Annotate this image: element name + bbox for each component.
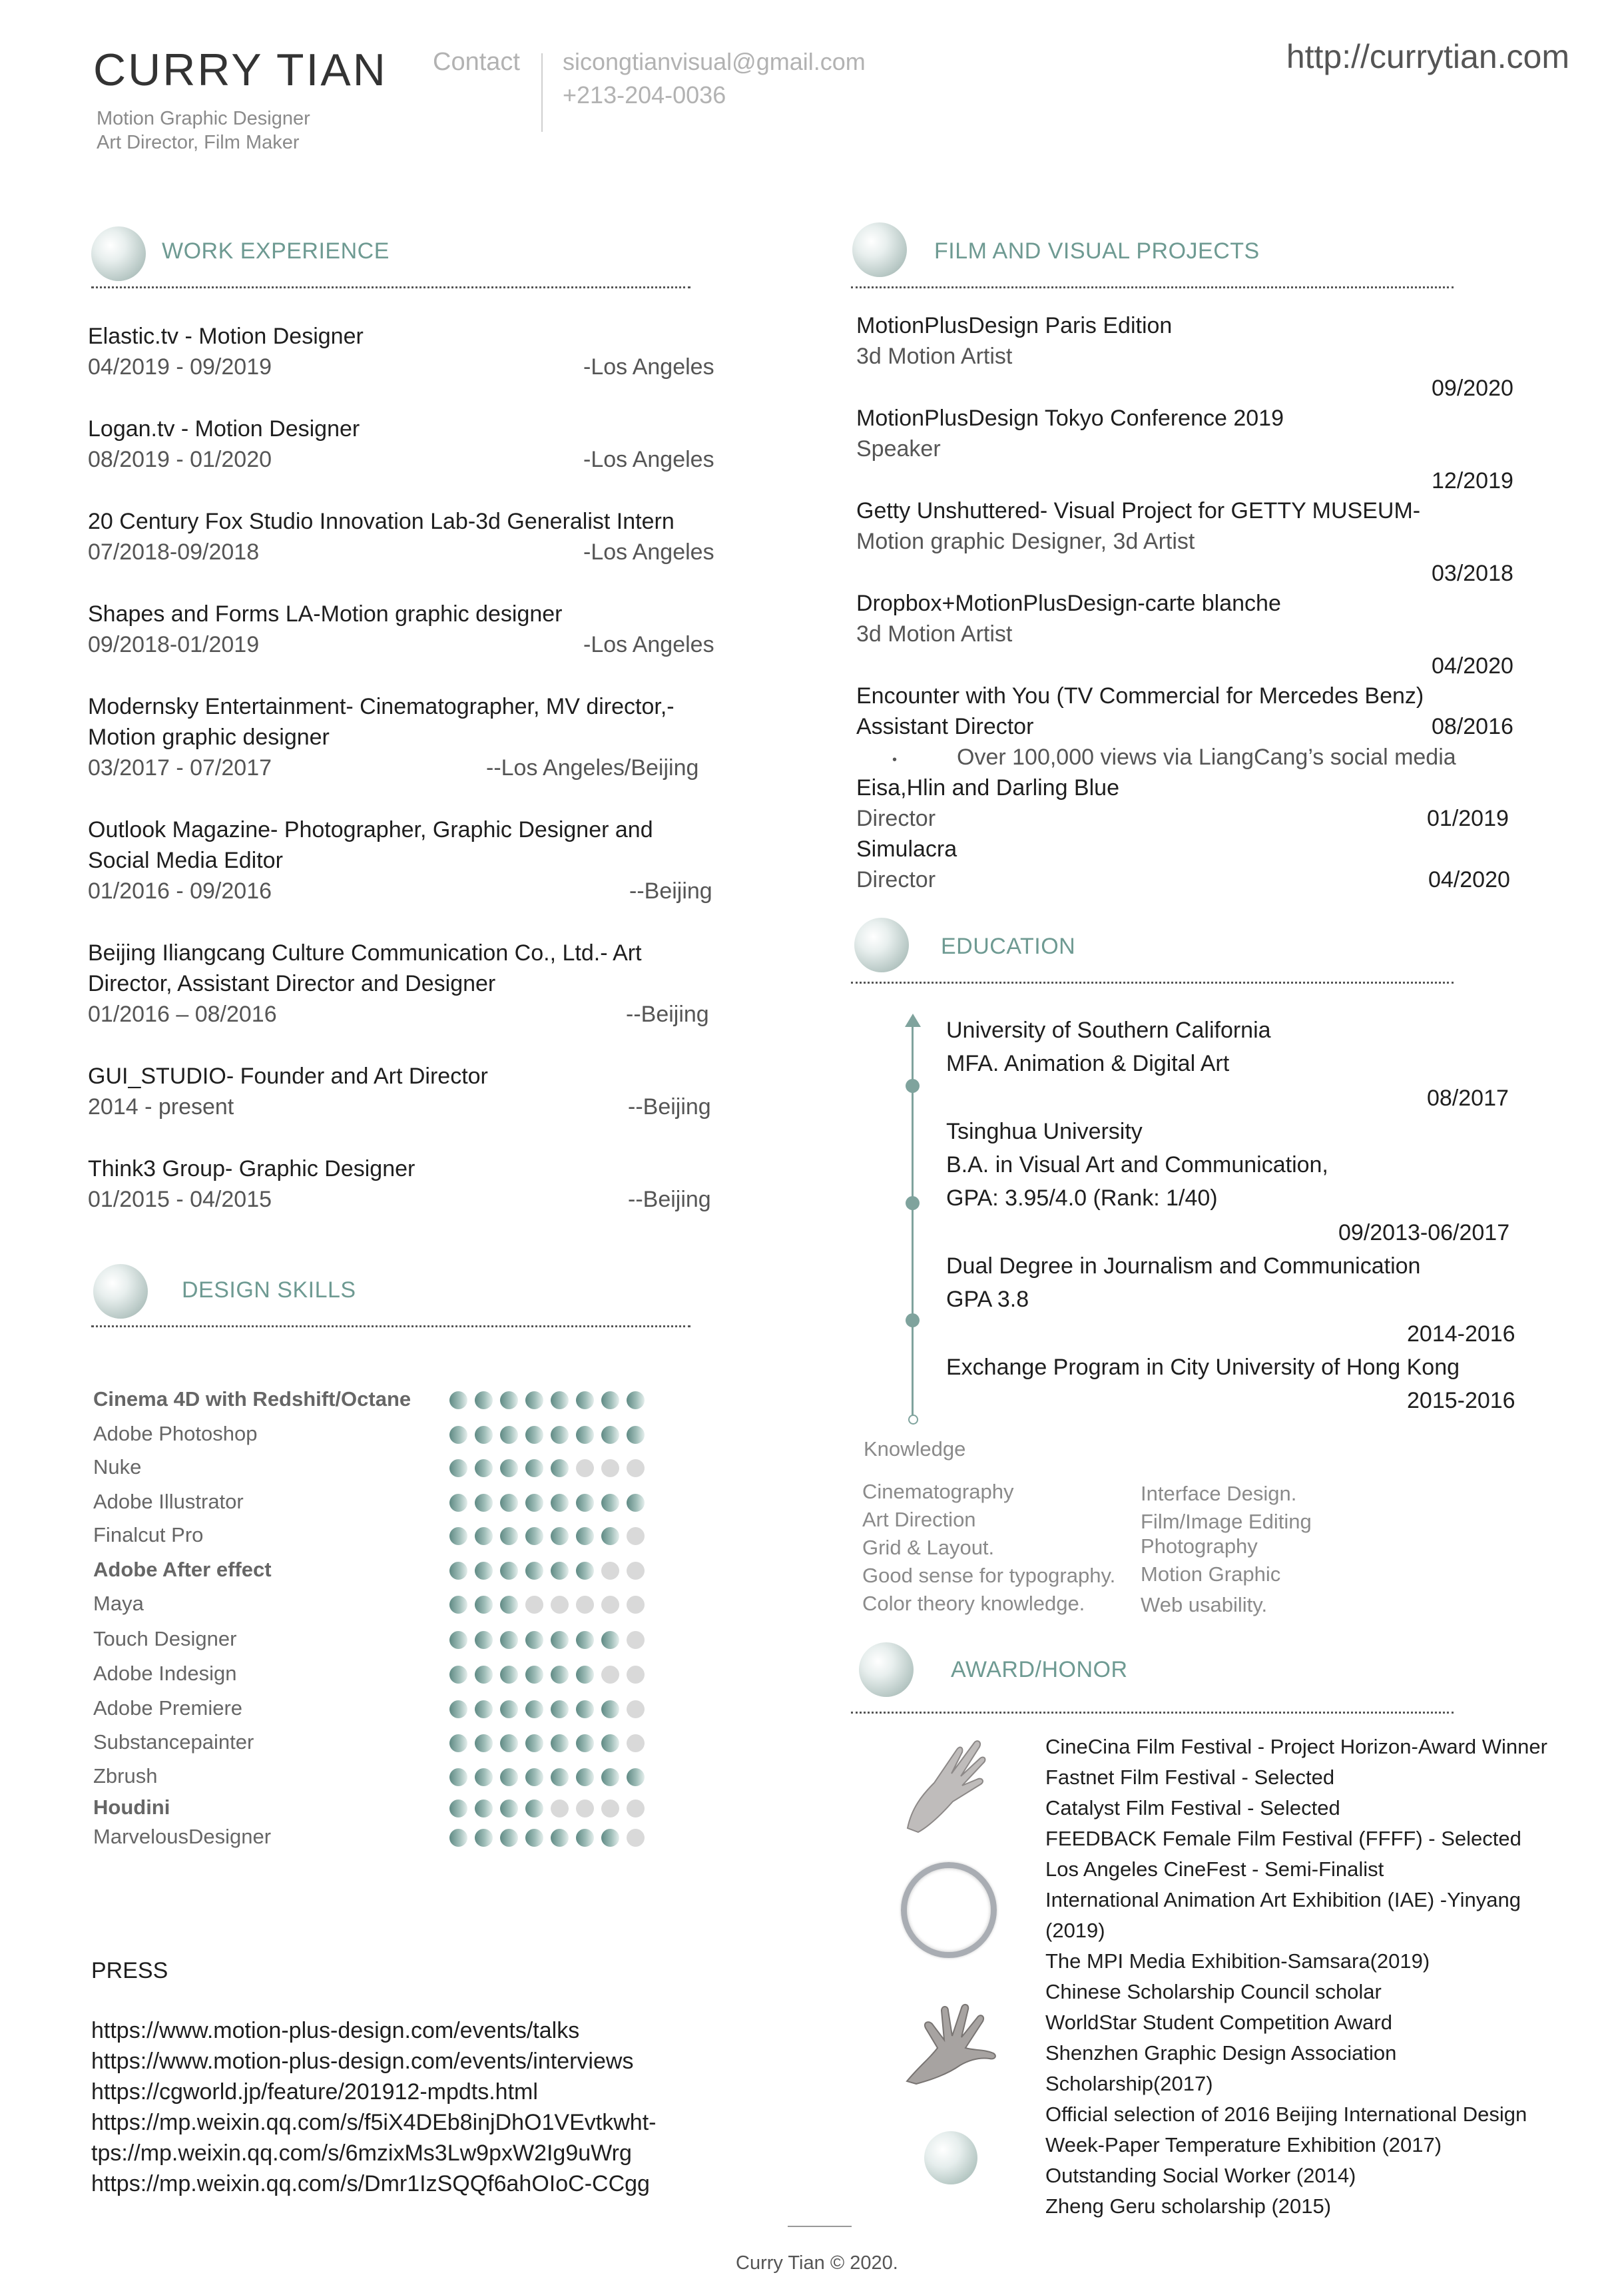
rating-dot-filled [551,1631,569,1649]
candidate-name: CURRY TIAN [93,45,388,95]
rating-dot-filled [449,1631,467,1649]
rating-dot-filled [551,1459,569,1477]
rating-dot-filled [576,1666,594,1684]
work-section-title: WORK EXPERIENCE [162,238,390,264]
skill-name: Houdini [93,1796,170,1819]
rating-dot-filled [475,1666,493,1684]
award-section-title: AWARD/HONOR [951,1657,1128,1682]
rating-dot-filled [525,1391,543,1409]
skill-rating [449,1596,645,1614]
rating-dot-empty [627,1666,645,1684]
rating-dot-filled [449,1459,467,1477]
award-item: Fastnet Film Festival - Selected [1045,1766,1335,1789]
rating-dot-filled [475,1631,493,1649]
award-item: Outstanding Social Worker (2014) [1045,2164,1356,2187]
edu-degree: GPA 3.8 [946,1287,1029,1312]
skill-rating [449,1459,645,1477]
work-item-dates: 03/2017 - 07/2017 [88,755,272,781]
rating-dot-filled [449,1800,467,1817]
timeline-dot [906,1196,920,1210]
rating-dot-filled [525,1700,543,1718]
film-item-title: MotionPlusDesign Tokyo Conference 2019 [856,406,1284,431]
film-item-role: Director [856,867,936,892]
contact-label: Contact [433,48,520,76]
press-link[interactable]: https://cgworld.jp/feature/201912-mpdts.html [91,2079,538,2105]
work-item-place: -Los Angeles [583,447,714,472]
work-item-title: GUI_STUDIO- Founder and Art Director [88,1064,488,1089]
timeline-dot [906,1313,920,1327]
rating-dot-empty [627,1631,645,1649]
education-section-orb-icon [854,918,909,972]
rating-dot-empty [627,1562,645,1580]
film-item-date: 03/2018 [1432,561,1513,586]
work-item-dates: 08/2019 - 01/2020 [88,447,272,472]
work-item-title-cont: Director, Assistant Director and Designer [88,971,496,996]
rating-dot-filled [449,1734,467,1752]
work-divider [91,286,690,288]
rating-dot-empty [576,1800,594,1817]
skill-rating [449,1527,645,1545]
edu-date: 08/2017 [1427,1086,1509,1111]
film-item-role: Speaker [856,436,941,462]
rating-dot-filled [576,1527,594,1545]
rating-dot-filled [475,1596,493,1614]
timeline-dot [906,1079,920,1093]
skills-section-title: DESIGN SKILLS [182,1277,356,1303]
timeline-end-dot [908,1415,918,1425]
rating-dot-filled [475,1426,493,1444]
rating-dot-filled [500,1734,518,1752]
knowledge-item: Good sense for typography. [862,1564,1116,1587]
knowledge-item: Web usability. [1141,1593,1268,1616]
skills-divider [91,1325,690,1327]
rating-dot-filled [500,1391,518,1409]
film-item-bullet: Over 100,000 views via LiangCang’s social media [957,745,1456,770]
edu-school: Dual Degree in Journalism and Communication [946,1253,1421,1279]
skill-name: Adobe After effect [93,1558,272,1581]
press-title: PRESS [91,1958,168,1983]
award-item: (2019) [1045,1919,1105,1942]
knowledge-item: Motion Graphic [1141,1562,1281,1586]
award-item: FEEDBACK Female Film Festival (FFFF) - Selected [1045,1827,1521,1850]
rating-dot-empty [627,1459,645,1477]
rating-dot-filled [525,1800,543,1817]
edu-degree: MFA. Animation & Digital Art [946,1051,1230,1076]
rating-dot-filled [500,1800,518,1817]
rating-dot-filled [601,1768,619,1786]
rating-dot-filled [500,1631,518,1649]
work-item-title: Elastic.tv - Motion Designer [88,324,364,349]
knowledge-item: Cinematography [862,1480,1014,1503]
press-link[interactable]: https://www.motion-plus-design.com/events/talks [91,2018,580,2043]
rating-dot-filled [475,1494,493,1512]
rating-dot-filled [601,1391,619,1409]
work-item-place: -Los Angeles [583,539,714,565]
skill-name: Substancepainter [93,1730,254,1754]
rating-dot-filled [576,1391,594,1409]
film-item-title: Getty Unshuttered- Visual Project for GETTY MUSEUM- [856,498,1421,523]
skill-name: Cinema 4D with Redshift/Octane [93,1387,411,1411]
knowledge-item: Grid & Layout. [862,1536,995,1559]
skill-rating [449,1700,645,1718]
skill-rating [449,1426,645,1444]
award-item: Scholarship(2017) [1045,2072,1213,2095]
rating-dot-filled [475,1459,493,1477]
rating-dot-filled [551,1391,569,1409]
rating-dot-filled [627,1426,645,1444]
press-link[interactable]: https://www.motion-plus-design.com/events/interviews [91,2049,634,2074]
rating-dot-filled [475,1562,493,1580]
education-section-title: EDUCATION [941,934,1076,959]
film-item-title: Dropbox+MotionPlusDesign-carte blanche [856,591,1281,616]
edu-school: Exchange Program in City University of Hong Kong [946,1355,1460,1380]
rating-dot-filled [449,1527,467,1545]
rating-dot-filled [551,1494,569,1512]
rating-dot-filled [475,1768,493,1786]
award-item: Official selection of 2016 Beijing International Design [1045,2103,1527,2126]
edu-degree: B.A. in Visual Art and Communication, [946,1152,1328,1177]
footer-copyright: Curry Tian © 2020. [736,2252,898,2274]
work-item-dates: 01/2016 – 08/2016 [88,1002,277,1027]
skill-rating [449,1631,645,1649]
skill-rating [449,1734,645,1752]
rating-dot-filled [449,1562,467,1580]
rating-dot-empty [576,1459,594,1477]
rating-dot-filled [449,1768,467,1786]
rating-dot-filled [449,1494,467,1512]
rating-dot-filled [500,1700,518,1718]
skill-name: MarvelousDesigner [93,1825,272,1848]
film-item-date: 04/2020 [1428,867,1510,892]
skill-name: Adobe Premiere [93,1696,243,1720]
work-item-dates: 04/2019 - 09/2019 [88,354,272,380]
skill-rating [449,1666,645,1684]
edu-date: 2014-2016 [1407,1321,1515,1347]
edu-school: Tsinghua University [946,1119,1143,1144]
film-item-role: 3d Motion Artist [856,344,1013,369]
rating-dot-filled [500,1459,518,1477]
rating-dot-filled [500,1494,518,1512]
knowledge-item: Color theory knowledge. [862,1592,1085,1615]
rating-dot-filled [601,1494,619,1512]
work-item-title: Think3 Group- Graphic Designer [88,1156,415,1181]
rating-dot-filled [551,1666,569,1684]
work-item-place: --Beijing [629,878,712,904]
website-link[interactable]: http://currytian.com [1286,38,1569,75]
rating-dot-filled [449,1426,467,1444]
press-link[interactable]: tps://mp.weixin.qq.com/s/6mzixMs3Lw9pxW2Ig9uWrg [91,2140,632,2166]
award-divider [851,1712,1454,1714]
phone-number: +213-204-0036 [563,81,726,109]
rating-dot-empty [601,1459,619,1477]
film-section-orb-icon [852,222,907,277]
rating-dot-filled [449,1666,467,1684]
role-line-2: Art Director, Film Maker [97,132,300,153]
film-item-role: Director [856,806,936,831]
rating-dot-filled [525,1426,543,1444]
award-item: WorldStar Student Competition Award [1045,2011,1392,2034]
rating-dot-filled [576,1631,594,1649]
award-section-orb-icon [859,1642,914,1697]
skill-name: Nuke [93,1455,142,1478]
rating-dot-filled [627,1494,645,1512]
timeline-arrow-icon [905,1014,921,1027]
film-item-date: 08/2016 [1432,714,1513,739]
rating-dot-filled [500,1527,518,1545]
work-item-title: 20 Century Fox Studio Innovation Lab-3d Generalist Intern [88,509,675,534]
film-item-role: Motion graphic Designer, 3d Artist [856,529,1195,554]
rating-dot-filled [525,1527,543,1545]
rating-dot-filled [601,1734,619,1752]
work-item-dates: 2014 - present [88,1094,234,1120]
skill-name: Adobe Illustrator [93,1490,244,1513]
rating-dot-empty [601,1562,619,1580]
rating-dot-filled [449,1391,467,1409]
rating-dot-filled [576,1562,594,1580]
film-item-role: Assistant Director [856,714,1034,739]
rating-dot-filled [475,1391,493,1409]
rating-dot-filled [551,1562,569,1580]
rating-dot-filled [525,1666,543,1684]
work-item-place: --Los Angeles/Beijing [486,755,699,781]
footer-rule [788,2226,852,2227]
rating-dot-filled [576,1426,594,1444]
rating-dot-filled [601,1700,619,1718]
skill-rating [449,1562,645,1580]
skill-rating [449,1391,645,1409]
film-item-title: Eisa,Hlin and Darling Blue [856,775,1119,801]
rating-dot-filled [576,1494,594,1512]
rating-dot-filled [551,1768,569,1786]
rating-dot-filled [551,1734,569,1752]
work-item-place: --Beijing [626,1002,709,1027]
award-item: Catalyst Film Festival - Selected [1045,1796,1340,1819]
open-hand-sculpture-icon [900,2001,1000,2085]
rating-dot-filled [525,1829,543,1847]
rating-dot-filled [500,1829,518,1847]
skill-name: Adobe Indesign [93,1662,237,1685]
rating-dot-filled [475,1527,493,1545]
rating-dot-empty [525,1596,543,1614]
skill-name: Zbrush [93,1764,158,1788]
hand-sculpture-icon [896,1735,992,1835]
rating-dot-filled [627,1768,645,1786]
rating-dot-empty [576,1596,594,1614]
rating-dot-empty [551,1800,569,1817]
work-item-place: -Los Angeles [583,354,714,380]
rating-dot-empty [601,1800,619,1817]
film-item-role: 3d Motion Artist [856,621,1013,647]
skill-name: Adobe Photoshop [93,1422,258,1445]
award-item: Shenzhen Graphic Design Association [1045,2041,1397,2065]
rating-dot-filled [449,1700,467,1718]
film-item-title: Encounter with You (TV Commercial for Mercedes Benz) [856,683,1424,709]
award-item: Chinese Scholarship Council scholar [1045,1980,1382,2003]
rating-dot-filled [500,1666,518,1684]
skill-name: Finalcut Pro [93,1523,204,1546]
work-item-title: Modernsky Entertainment- Cinematographer, MV director,- [88,694,675,719]
rating-dot-filled [449,1829,467,1847]
press-link[interactable]: https://mp.weixin.qq.com/s/Dmr1IzSQQf6ahOIoC-CCgg [91,2171,650,2196]
rating-dot-empty [601,1666,619,1684]
rating-dot-empty [627,1800,645,1817]
work-item-dates: 09/2018-01/2019 [88,632,260,657]
rating-dot-filled [525,1631,543,1649]
rating-dot-filled [551,1527,569,1545]
skill-rating [449,1768,645,1786]
rating-dot-filled [449,1596,467,1614]
work-item-dates: 01/2016 - 09/2016 [88,878,272,904]
award-item: CineCina Film Festival - Project Horizon-Award Winner [1045,1735,1547,1758]
rating-dot-filled [576,1700,594,1718]
rating-dot-empty [627,1596,645,1614]
knowledge-item: Film/Image Editing [1141,1510,1312,1533]
work-item-title: Logan.tv - Motion Designer [88,416,360,442]
film-item-date: 04/2020 [1432,653,1513,679]
film-item-title: MotionPlusDesign Paris Edition [856,313,1173,338]
rating-dot-empty [627,1700,645,1718]
knowledge-item: Art Direction [862,1508,976,1531]
film-item-date: 09/2020 [1432,376,1513,401]
work-item-place: -Los Angeles [583,632,714,657]
award-item: Los Angeles CineFest - Semi-Finalist [1045,1857,1384,1881]
rating-dot-filled [525,1734,543,1752]
edu-date: 2015-2016 [1407,1388,1515,1413]
work-item-title-cont: Social Media Editor [88,848,283,873]
work-item-dates: 07/2018-09/2018 [88,539,260,565]
rating-dot-filled [500,1768,518,1786]
rating-dot-filled [551,1700,569,1718]
work-item-place: --Beijing [628,1094,711,1120]
film-divider [851,286,1454,288]
rating-dot-filled [551,1426,569,1444]
rating-dot-filled [576,1734,594,1752]
film-section-title: FILM AND VISUAL PROJECTS [934,238,1260,264]
rating-dot-filled [475,1734,493,1752]
rating-dot-empty [627,1734,645,1752]
award-item: International Animation Art Exhibition (IAE) -Yinyang [1045,1888,1521,1911]
work-item-title-cont: Motion graphic designer [88,725,330,750]
rating-dot-filled [500,1596,518,1614]
film-item-title: Simulacra [856,836,957,862]
rating-dot-filled [601,1631,619,1649]
rating-dot-filled [500,1562,518,1580]
ring-sculpture-icon [901,1862,997,1958]
rating-dot-filled [601,1426,619,1444]
rating-dot-filled [601,1527,619,1545]
bullet-icon: • [892,753,898,767]
press-link[interactable]: https://mp.weixin.qq.com/s/f5iX4DEb8injDhO1VEvtkwht- [91,2110,657,2135]
rating-dot-filled [525,1494,543,1512]
skill-rating [449,1494,645,1512]
award-item: Zheng Geru scholarship (2015) [1045,2194,1332,2218]
email-link[interactable]: sicongtianvisual@gmail.com [563,48,866,75]
knowledge-item: Photography [1141,1534,1258,1558]
skill-name: Touch Designer [93,1627,237,1650]
work-item-dates: 01/2015 - 04/2015 [88,1187,272,1212]
edu-school: University of Southern California [946,1018,1271,1043]
edu-gpa: GPA: 3.95/4.0 (Rank: 1/40) [946,1185,1218,1211]
rating-dot-filled [551,1829,569,1847]
award-item: The MPI Media Exhibition-Samsara(2019) [1045,1949,1430,1973]
film-item-date: 12/2019 [1432,468,1513,493]
rating-dot-filled [525,1459,543,1477]
skills-section-orb-icon [93,1264,148,1319]
skill-name: Maya [93,1592,144,1615]
role-line-1: Motion Graphic Designer [97,108,310,129]
rating-dot-filled [601,1829,619,1847]
rating-dot-filled [525,1562,543,1580]
award-item: Week-Paper Temperature Exhibition (2017) [1045,2133,1442,2156]
edu-date: 09/2013-06/2017 [1338,1220,1510,1245]
rating-dot-filled [525,1768,543,1786]
small-orb-icon [924,2131,977,2184]
skill-rating [449,1829,645,1847]
rating-dot-empty [551,1596,569,1614]
rating-dot-filled [475,1800,493,1817]
rating-dot-filled [576,1829,594,1847]
contact-divider [541,53,543,132]
rating-dot-empty [627,1829,645,1847]
work-section-orb-icon [91,226,146,281]
work-item-title: Beijing Iliangcang Culture Communication Co., Ltd.- Art [88,940,642,966]
rating-dot-filled [475,1700,493,1718]
film-item-date: 01/2019 [1427,806,1509,831]
education-divider [851,982,1454,984]
rating-dot-filled [500,1426,518,1444]
work-item-title: Shapes and Forms LA-Motion graphic designer [88,601,563,627]
rating-dot-filled [576,1768,594,1786]
rating-dot-empty [601,1596,619,1614]
rating-dot-filled [475,1829,493,1847]
rating-dot-empty [627,1527,645,1545]
knowledge-item: Interface Design. [1141,1482,1297,1505]
rating-dot-filled [627,1391,645,1409]
knowledge-title: Knowledge [864,1437,966,1461]
skill-rating [449,1800,645,1817]
work-item-title: Outlook Magazine- Photographer, Graphic Designer and [88,817,653,842]
work-item-place: --Beijing [628,1187,711,1212]
